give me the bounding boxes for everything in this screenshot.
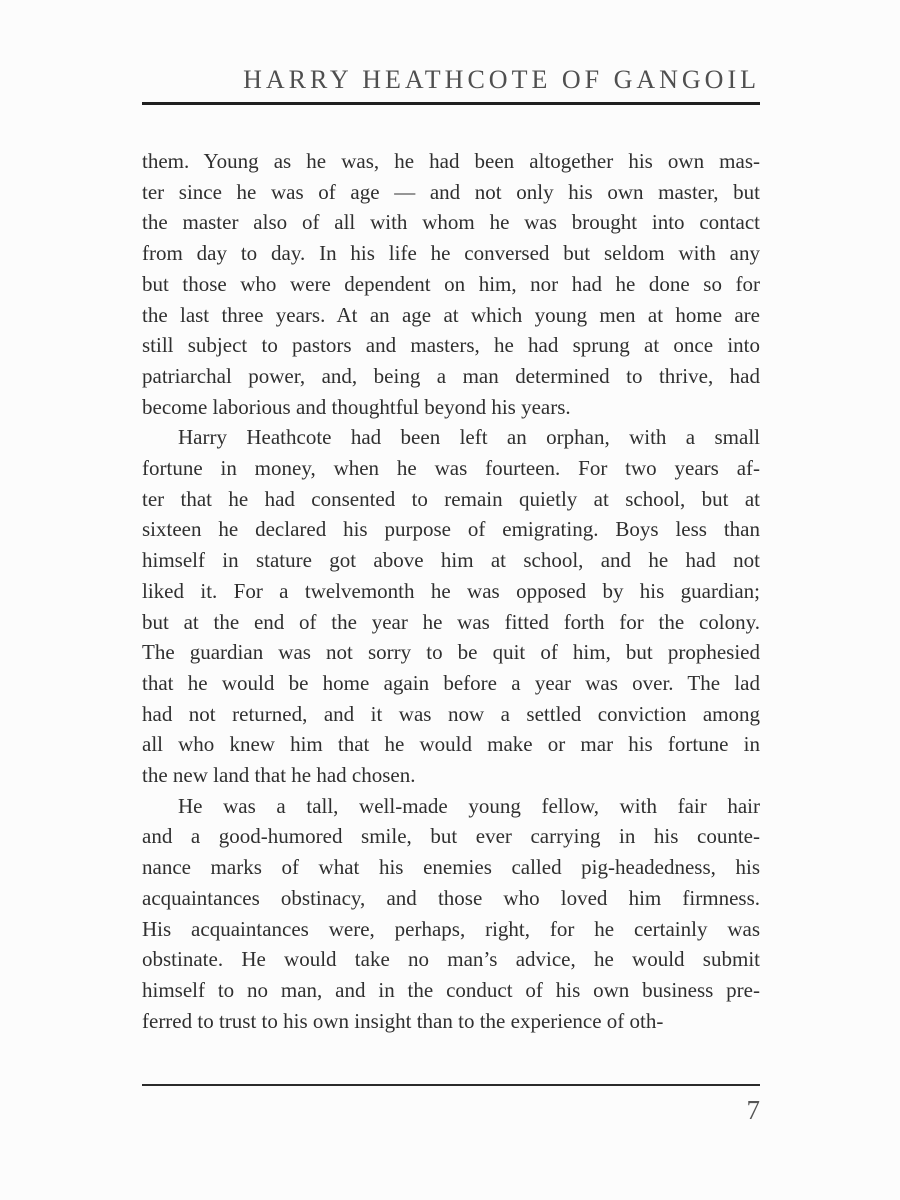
text-line: but at the end of the year he was fitted forth for the colony. xyxy=(142,609,760,634)
text-line: and a good-humored smile, but ever carrying in his counte- xyxy=(142,824,760,849)
text-column xyxy=(142,0,760,1126)
running-header xyxy=(142,64,760,105)
text-line: sixteen he declared his purpose of emigrating. Boys less than xyxy=(142,517,760,542)
text-line: them. Young as he was, he had been altogether his own mas- xyxy=(142,149,760,173)
text-line: nance marks of what his enemies called pig-headedness, his xyxy=(142,855,760,880)
page-number: 7 xyxy=(746,1095,760,1126)
text-line: acquaintances obstinacy, and those who loved him firmness. xyxy=(142,885,760,910)
text-line: the master also of all with whom he was brought into contact xyxy=(142,210,760,235)
text-line: ter that he had consented to remain quietly at school, but at xyxy=(142,486,760,511)
text-line: that he would be home again before a year was over. The lad xyxy=(142,670,760,695)
text-line: liked it. For a twelvemonth he was opposed by his guardian; xyxy=(142,578,760,603)
text-line: His acquaintances were, perhaps, right, for he certainly was xyxy=(142,916,760,941)
text-line: obstinate. He would take no man’s advice, he would submit xyxy=(142,947,760,972)
text-line: become laborious and thoughtful beyond his years. xyxy=(142,394,571,419)
text-line: all who knew him that he would make or mar his fortune in xyxy=(142,732,760,757)
footer-rule xyxy=(142,1084,760,1086)
text-line: the new land that he had chosen. xyxy=(142,763,416,788)
text-line: the last three years. At an age at which young men at home are xyxy=(142,302,760,327)
text-line: from day to day. In his life he conversed but seldom with any xyxy=(142,241,760,266)
text-line: still subject to pastors and masters, he had sprung at once into xyxy=(142,333,760,358)
text-line: fortune in money, when he was fourteen. For two years af- xyxy=(142,456,760,481)
text-line: but those who were dependent on him, nor had he done so for xyxy=(142,271,760,296)
text-line: ter since he was of age — and not only his own master, but xyxy=(142,179,760,204)
page-footer xyxy=(142,1084,760,1126)
text-line: Harry Heathcote had been left an orphan, with a small xyxy=(178,425,760,450)
book-title-running-head: HARRY HEATHCOTE OF GANGOIL xyxy=(243,65,760,94)
text-line: himself in stature got above him at school, and he had not xyxy=(142,548,760,573)
body-text xyxy=(142,146,760,1036)
text-line: ferred to trust to his own insight than to the experience of oth- xyxy=(142,1008,664,1033)
text-line: himself to no man, and in the conduct of his own business pre- xyxy=(142,977,760,1002)
header-rule xyxy=(142,102,760,105)
text-line: He was a tall, well-made young fellow, with fair hair xyxy=(178,793,760,818)
text-line: The guardian was not sorry to be quit of him, but prophesied xyxy=(142,640,760,665)
text-line: patriarchal power, and, being a man determined to thrive, had xyxy=(142,363,760,388)
text-line: had not returned, and it was now a settled conviction among xyxy=(142,701,760,726)
